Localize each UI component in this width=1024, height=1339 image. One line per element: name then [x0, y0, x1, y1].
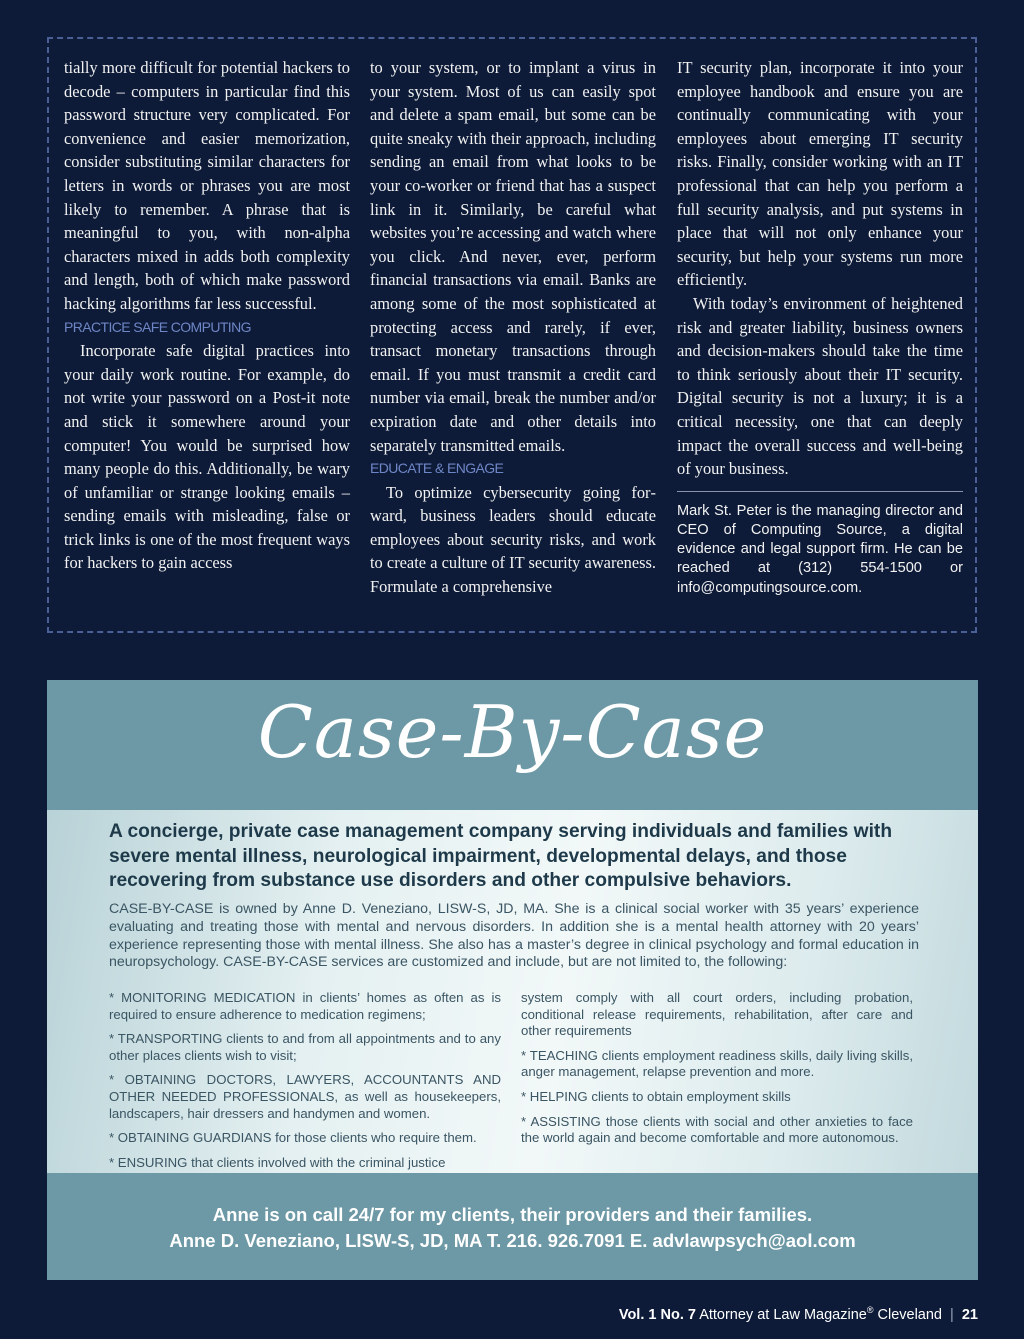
- article-column-2: [370, 56, 656, 599]
- article-column-1: [64, 56, 350, 575]
- section-subhead: EDUCATE & ENGAGE: [370, 460, 504, 477]
- service-item: * HELPING clients to obtain employment skills: [521, 1088, 791, 1104]
- ad-footer-tagline: Anne is on call 24/7 for my clients, their providers and their families.: [212, 1204, 813, 1225]
- registered-mark: ®: [866, 1305, 874, 1315]
- ad-logo: Case-By-Case: [257, 690, 768, 774]
- service-item: * OBTAINING GUARDIANS for those clients who require them.: [109, 1130, 477, 1146]
- service-item: * TEACHING clients employment readiness skills, daily living skills, anger management, relapse prevention and more.: [521, 1047, 913, 1080]
- ad-lead-text: A concierge, private case management company serving individuals and families with severe mental illness, neurological impairment, developmental delays, and those recovering from substance use disorders and other compulsive behaviors.: [109, 821, 893, 891]
- page-folio: [619, 1305, 978, 1323]
- article-paragraph: Incorporate safe digital practices into your daily work routine. For example, do not write your password on a Post-it note and stick it somewhere around your computer! You would be surprised how many people do this. Additionally, be wary of unfamiliar or strange looking emails – sending emails with misleading, false or trick links is one of the most frequent ways for hackers to gain access: [64, 341, 350, 573]
- article-paragraph: tially more difficult for potential hackers to decode – computers in particular find this password structure very complicated. For convenience and easier memorization, consider substituting similar characters for letters in words or phrases you are most likely to remember. A phrase that is meaningful to you, with non-alpha characters mixed in adds both complexity and length, both of which make password hacking algorithms far less successful.: [64, 58, 350, 313]
- bio-divider: [677, 491, 963, 492]
- service-item: * TRANSPORTING clients to and from all appointments and to any other places clients wish to visit;: [109, 1031, 501, 1063]
- article-paragraph: With today’s environment of heightened risk and greater liability, business owners and decision-makers should take the time to think seriously about their IT security. Digital security is not a luxury; it is a critical necessity, one that can deeply impact the overall success and well-being of your business.: [677, 293, 963, 479]
- author-bio: Mark St. Peter is the managing director and CEO of Computing Source, a digital evidence and legal support firm. He can be reached at (312) 554-1500 or info@computingsource.com.: [677, 502, 963, 596]
- ad-intro-text: CASE-BY-CASE is owned by Anne D. Veneziano, LISW-S, JD, MA. She is a clinical social worker with 35 years’ experience evaluating and treating those with mental and nervous disorders. In addition she is a mental health attorney with 20 years’ experience representing those with mental illness. She also has a master’s degree in clinical psychology and formal education in neuropsychology. CASE-BY-CASE services are customized and include, but are not limited to, the following:: [109, 901, 919, 971]
- article-paragraph: IT security plan, incorporate it into your employee handbook and ensure you are continually communicating with your employees about emerging IT security risks. Finally, consider working with an IT professional that can help you perform a full security analysis, and put systems in place that will not only enhance your security, but help your systems run more efficiently.: [677, 58, 963, 290]
- ad-contact-footer: [47, 1202, 978, 1254]
- service-item: * ENSURING that clients involved with the criminal justice: [109, 1154, 446, 1170]
- service-item: * MONITORING MEDICATION in clients’ homes as often as is required to ensure adherence to medication regimens;: [109, 990, 501, 1022]
- issue-number: Vol. 1 No. 7: [618, 1306, 696, 1323]
- city-name: Cleveland: [877, 1306, 943, 1323]
- service-item: * ASSISTING those clients with social and other anxieties to face the world again and become comfortable and more autonomous.: [521, 1113, 913, 1146]
- article-paragraph: To optimize cybersecurity going forward, business leaders should educate employees about security risks, and work to create a culture of IT security awareness. Formulate a comprehensive: [370, 482, 656, 597]
- article-paragraph: to your system, or to implant a virus in your system. Most of us can easily spot and delete a spam email, but some can be quite sneaky with their approach, including sending an email from what looks to be your co-worker or friend that has a suspect link in it. Similarly, be careful what websites you’re accessing and watch where you click. And never, ever, perform financial transactions via email. Banks are among some of the most sophisticated at protecting access and rarely, if ever, transact monetary transactions through email. If you must transmit a credit card number via email, break the number and/or expiration date and other details into separately transmitted emails.: [370, 58, 656, 455]
- magazine-name: Attorney at Law Magazine: [699, 1306, 867, 1323]
- service-item: system comply with all court orders, including probation, conditional release requirements, rehabilitation, after care and other requirements: [521, 990, 913, 1039]
- service-item: * OBTAINING DOCTORS, LAWYERS, ACCOUNTANTS AND OTHER NEEDED PROFESSIONALS, as well as housekeepers, landscapers, hair dressers and handymen and women.: [109, 1072, 501, 1121]
- section-subhead: PRACTICE SAFE COMPUTING: [64, 318, 251, 335]
- services-list-right: [521, 990, 913, 1155]
- folio-separator: |: [950, 1306, 954, 1323]
- article-column-3: [677, 56, 963, 598]
- page-number: 21: [961, 1306, 978, 1323]
- case-by-case-advertisement: [47, 680, 978, 1280]
- ad-footer-contact: Anne D. Veneziano, LISW-S, JD, MA T. 216. 926.7091 E. advlawpsych@aol.com: [169, 1230, 856, 1251]
- services-list-left: [109, 990, 501, 1179]
